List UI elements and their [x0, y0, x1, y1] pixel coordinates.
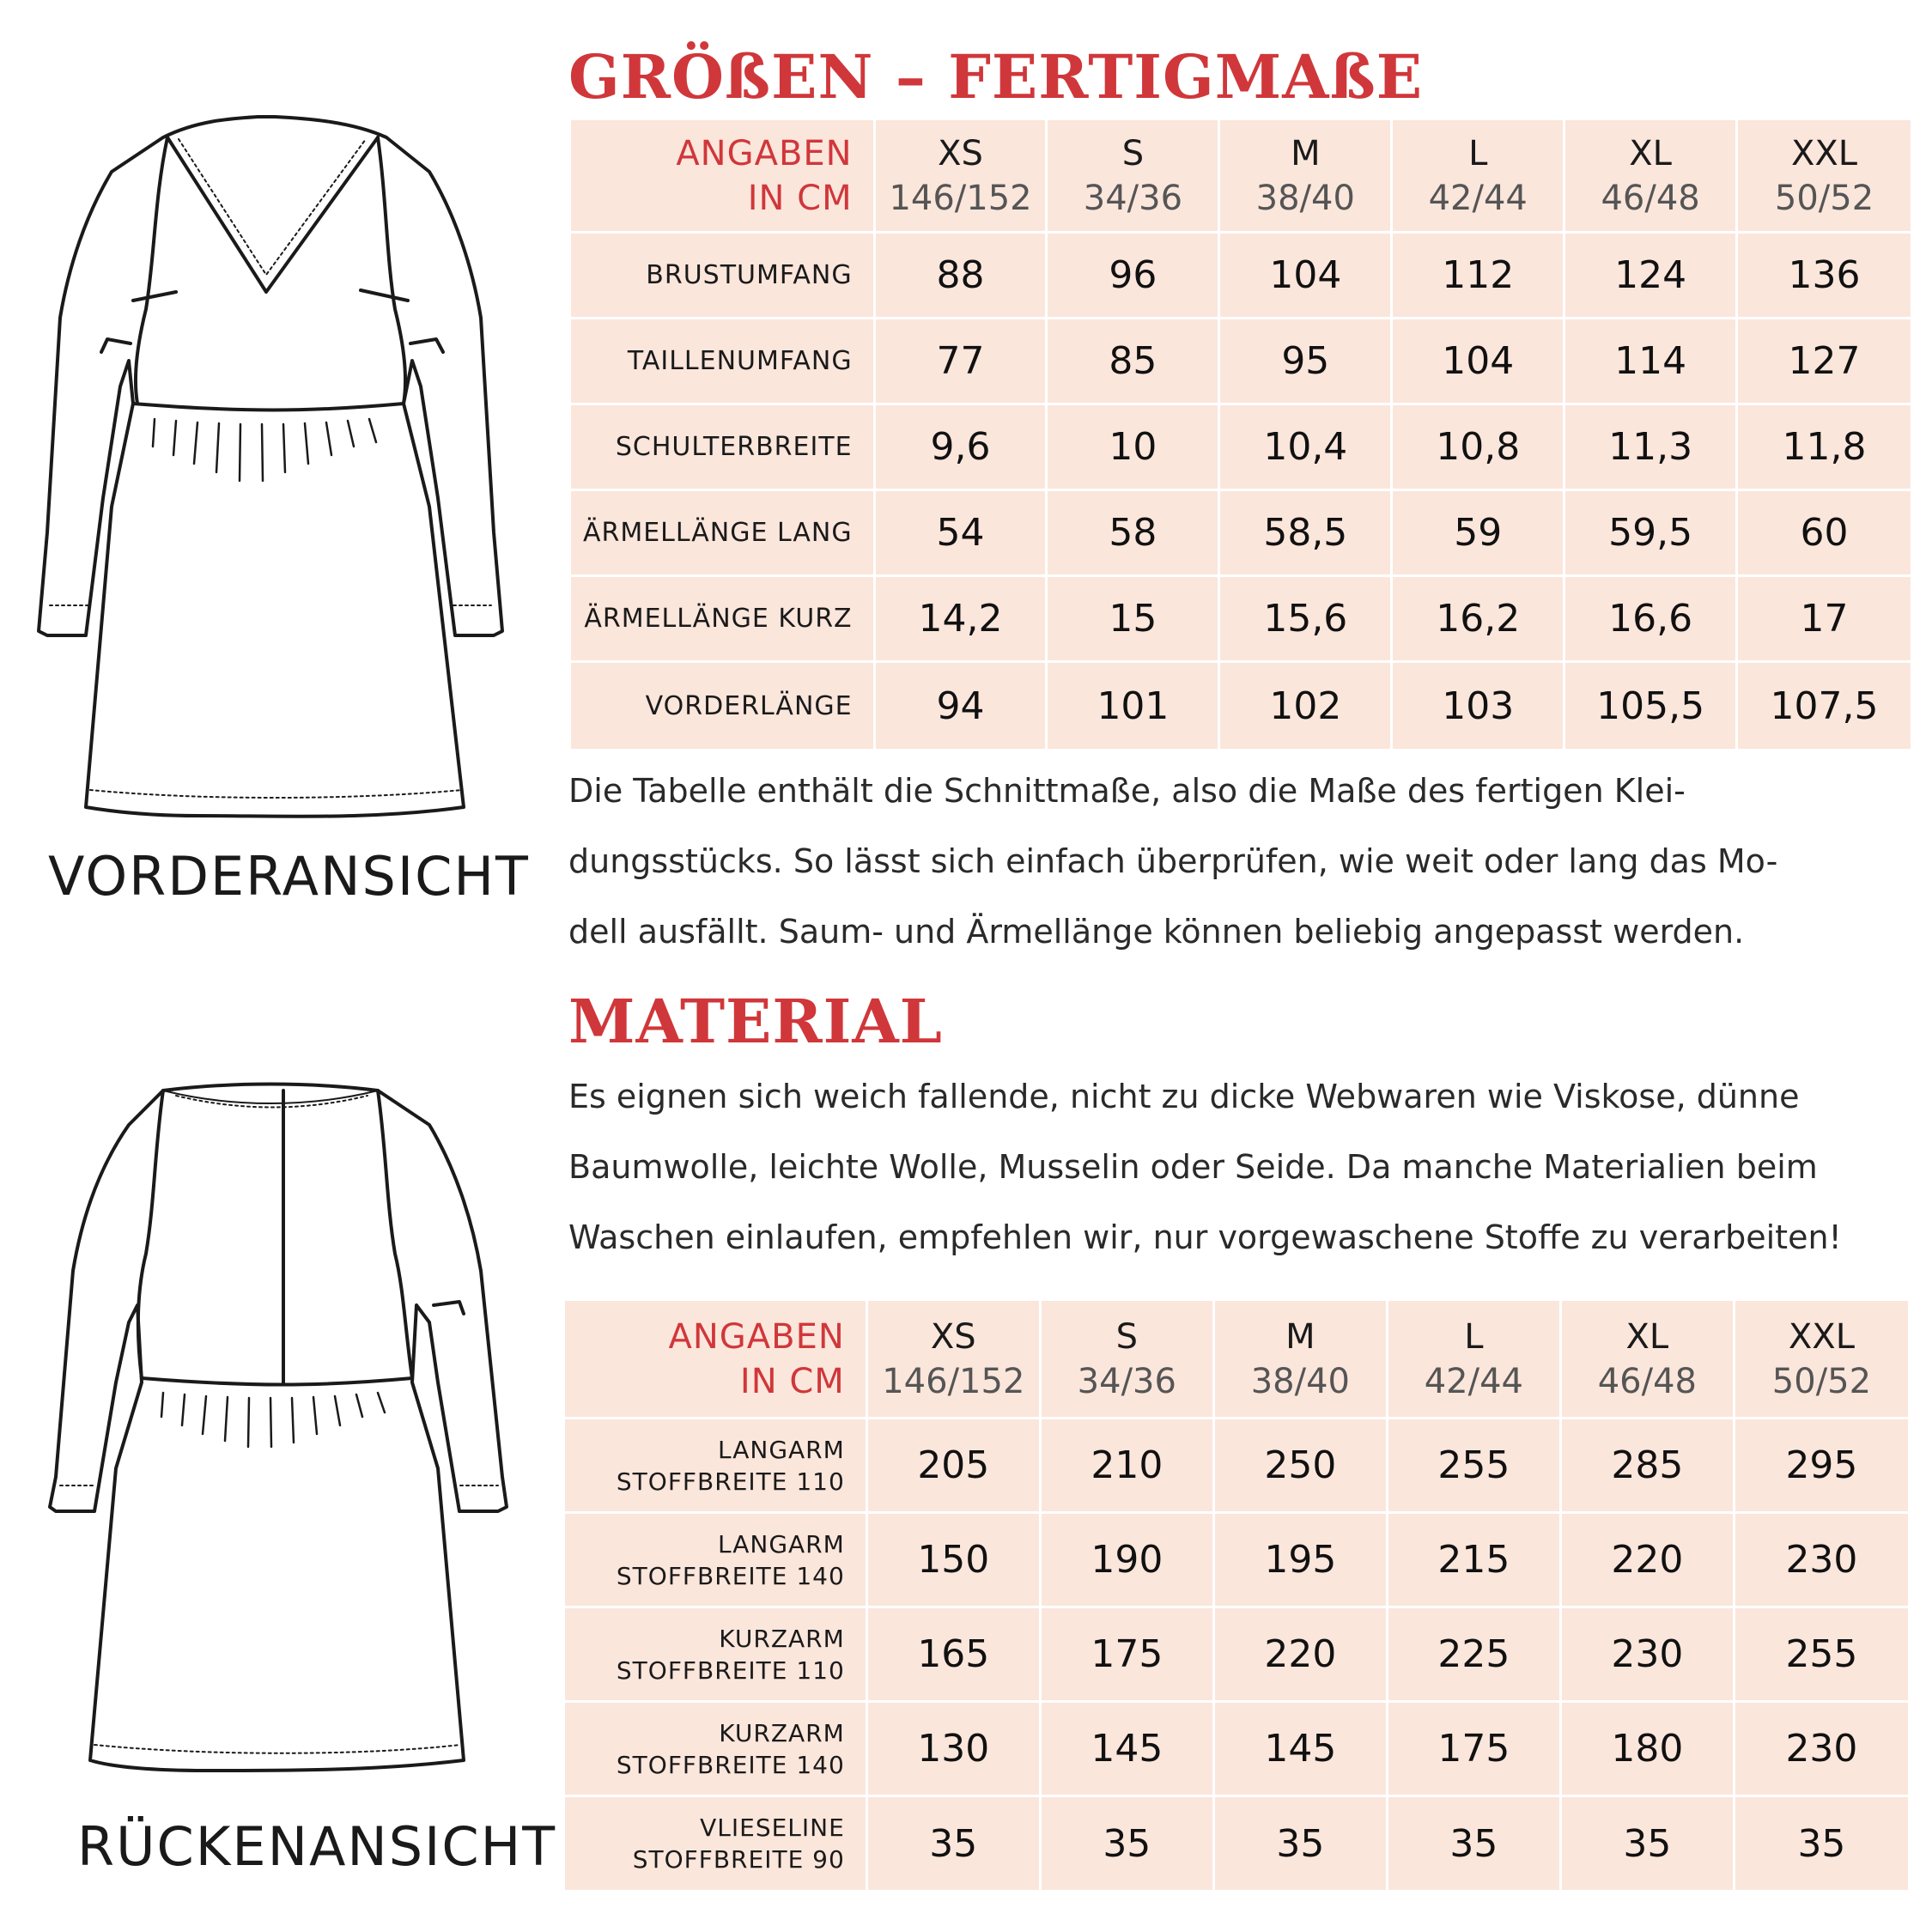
- row-label: KURZARM STOFFBREITE 110: [565, 1608, 866, 1703]
- table-cell: 180: [1562, 1703, 1733, 1797]
- text-line: Baumwolle, leichte Wolle, Musselin oder Seide. Da manche Materialien beim: [568, 1148, 1818, 1186]
- table-cell: 35: [1388, 1797, 1559, 1890]
- table-cell: 101: [1048, 663, 1218, 749]
- table-cell: 165: [868, 1608, 1039, 1703]
- size-header-s: S 34/36: [1048, 120, 1218, 234]
- table-cell: 103: [1393, 663, 1563, 749]
- size-table-header-label: ANGABEN IN CM: [571, 120, 873, 234]
- text-line: Die Tabelle enthält die Schnittmaße, also die Maße des fertigen Klei-: [568, 772, 1686, 810]
- table-cell: 10: [1048, 405, 1218, 491]
- size-header-xxl: XXL 50/52: [1738, 120, 1911, 234]
- material-table: [562, 1301, 1911, 1890]
- table-cell: 175: [1388, 1703, 1559, 1797]
- table-cell: 54: [876, 491, 1046, 577]
- table-cell: 104: [1220, 234, 1390, 319]
- material-description: [568, 1061, 1842, 1273]
- size-header-l: L 42/44: [1393, 120, 1563, 234]
- row-label: VORDERLÄNGE: [571, 663, 873, 749]
- table-row: [571, 491, 1911, 577]
- table-row: [571, 319, 1911, 405]
- table-cell: 130: [868, 1703, 1039, 1797]
- material-table-header-label: ANGABEN IN CM: [565, 1301, 866, 1419]
- material-heading: MATERIAL: [568, 986, 943, 1057]
- table-cell: 59,5: [1565, 491, 1735, 577]
- table-row: [565, 1419, 1908, 1514]
- table-cell: 112: [1393, 234, 1563, 319]
- size-header-s: S 34/36: [1042, 1301, 1212, 1419]
- row-label: ÄRMELLÄNGE KURZ: [571, 577, 873, 663]
- size-header-l: L 42/44: [1388, 1301, 1559, 1419]
- table-cell: 17: [1738, 577, 1911, 663]
- row-label: SCHULTERBREITE: [571, 405, 873, 491]
- table-cell: 15: [1048, 577, 1218, 663]
- table-cell: 150: [868, 1514, 1039, 1608]
- table-cell: 210: [1042, 1419, 1212, 1514]
- size-header-m: M 38/40: [1215, 1301, 1386, 1419]
- table-cell: 96: [1048, 234, 1218, 319]
- table-cell: 220: [1562, 1514, 1733, 1608]
- table-cell: 16,2: [1393, 577, 1563, 663]
- table-cell: 225: [1388, 1608, 1559, 1703]
- table-cell: 10,8: [1393, 405, 1563, 491]
- table-cell: 58: [1048, 491, 1218, 577]
- text-line: Es eignen sich weich fallende, nicht zu dicke Webwaren wie Viskose, dünne: [568, 1078, 1800, 1115]
- table-cell: 107,5: [1738, 663, 1911, 749]
- table-row: [565, 1514, 1908, 1608]
- table-cell: 230: [1735, 1514, 1908, 1608]
- table-row: [565, 1703, 1908, 1797]
- size-table: [568, 120, 1913, 749]
- table-row: [565, 1608, 1908, 1703]
- row-label: BRUSTUMFANG: [571, 234, 873, 319]
- size-header-m: M 38/40: [1220, 120, 1390, 234]
- table-cell: 145: [1215, 1703, 1386, 1797]
- table-cell: 59: [1393, 491, 1563, 577]
- size-header-xl: XL 46/48: [1565, 120, 1735, 234]
- table-cell: 175: [1042, 1608, 1212, 1703]
- table-cell: 88: [876, 234, 1046, 319]
- table-cell: 102: [1220, 663, 1390, 749]
- table-cell: 11,8: [1738, 405, 1911, 491]
- size-header-xs: XS 146/152: [868, 1301, 1039, 1419]
- table-cell: 10,4: [1220, 405, 1390, 491]
- row-label: LANGARM STOFFBREITE 140: [565, 1514, 866, 1608]
- row-label: VLIESELINE STOFFBREITE 90: [565, 1797, 866, 1890]
- table-cell: 35: [1042, 1797, 1212, 1890]
- table-cell: 104: [1393, 319, 1563, 405]
- table-cell: 230: [1735, 1703, 1908, 1797]
- table-cell: 205: [868, 1419, 1039, 1514]
- table-cell: 77: [876, 319, 1046, 405]
- text-line: Waschen einlaufen, empfehlen wir, nur vorgewaschene Stoffe zu verarbeiten!: [568, 1218, 1842, 1256]
- table-cell: 14,2: [876, 577, 1046, 663]
- table-cell: 215: [1388, 1514, 1559, 1608]
- size-header-xxl: XXL 50/52: [1735, 1301, 1908, 1419]
- table-cell: 60: [1738, 491, 1911, 577]
- table-cell: 35: [1562, 1797, 1733, 1890]
- table-cell: 35: [868, 1797, 1039, 1890]
- row-label: KURZARM STOFFBREITE 140: [565, 1703, 866, 1797]
- row-label: TAILLENUMFANG: [571, 319, 873, 405]
- table-cell: 58,5: [1220, 491, 1390, 577]
- sizes-heading: GRÖßEN – FERTIGMAßE: [568, 41, 1424, 112]
- table-cell: 16,6: [1565, 577, 1735, 663]
- size-header-xl: XL 46/48: [1562, 1301, 1733, 1419]
- table-cell: 255: [1388, 1419, 1559, 1514]
- row-label: ÄRMELLÄNGE LANG: [571, 491, 873, 577]
- table-row: [571, 663, 1911, 749]
- table-cell: 127: [1738, 319, 1911, 405]
- table-cell: 255: [1735, 1608, 1908, 1703]
- back-view-caption: RÜCKENANSICHT: [77, 1815, 557, 1878]
- table-cell: 15,6: [1220, 577, 1390, 663]
- table-cell: 124: [1565, 234, 1735, 319]
- table-cell: 95: [1220, 319, 1390, 405]
- table-cell: 195: [1215, 1514, 1386, 1608]
- table-cell: 11,3: [1565, 405, 1735, 491]
- table-cell: 35: [1735, 1797, 1908, 1890]
- table-cell: 285: [1562, 1419, 1733, 1514]
- table-cell: 295: [1735, 1419, 1908, 1514]
- table-cell: 136: [1738, 234, 1911, 319]
- table-row: [571, 405, 1911, 491]
- size-header-xs: XS 146/152: [876, 120, 1046, 234]
- table-cell: 114: [1565, 319, 1735, 405]
- table-cell: 250: [1215, 1419, 1386, 1514]
- text-line: dungsstücks. So lässt sich einfach überprüfen, wie weit oder lang das Mo-: [568, 842, 1778, 880]
- table-row: [571, 234, 1911, 319]
- table-cell: 230: [1562, 1608, 1733, 1703]
- row-label: LANGARM STOFFBREITE 110: [565, 1419, 866, 1514]
- text-line: dell ausfällt. Saum- und Ärmellänge können beliebig angepasst werden.: [568, 913, 1745, 951]
- table-cell: 94: [876, 663, 1046, 749]
- table-cell: 35: [1215, 1797, 1386, 1890]
- table-cell: 220: [1215, 1608, 1386, 1703]
- table-row: [565, 1797, 1908, 1890]
- table-cell: 85: [1048, 319, 1218, 405]
- table-cell: 9,6: [876, 405, 1046, 491]
- table-cell: 190: [1042, 1514, 1212, 1608]
- sizes-description: [568, 756, 1777, 967]
- front-view-caption: VORDERANSICHT: [48, 845, 530, 908]
- table-row: [571, 577, 1911, 663]
- dress-back-illustration: [34, 1073, 524, 1786]
- table-cell: 145: [1042, 1703, 1212, 1797]
- table-cell: 105,5: [1565, 663, 1735, 749]
- dress-front-illustration: [26, 103, 507, 833]
